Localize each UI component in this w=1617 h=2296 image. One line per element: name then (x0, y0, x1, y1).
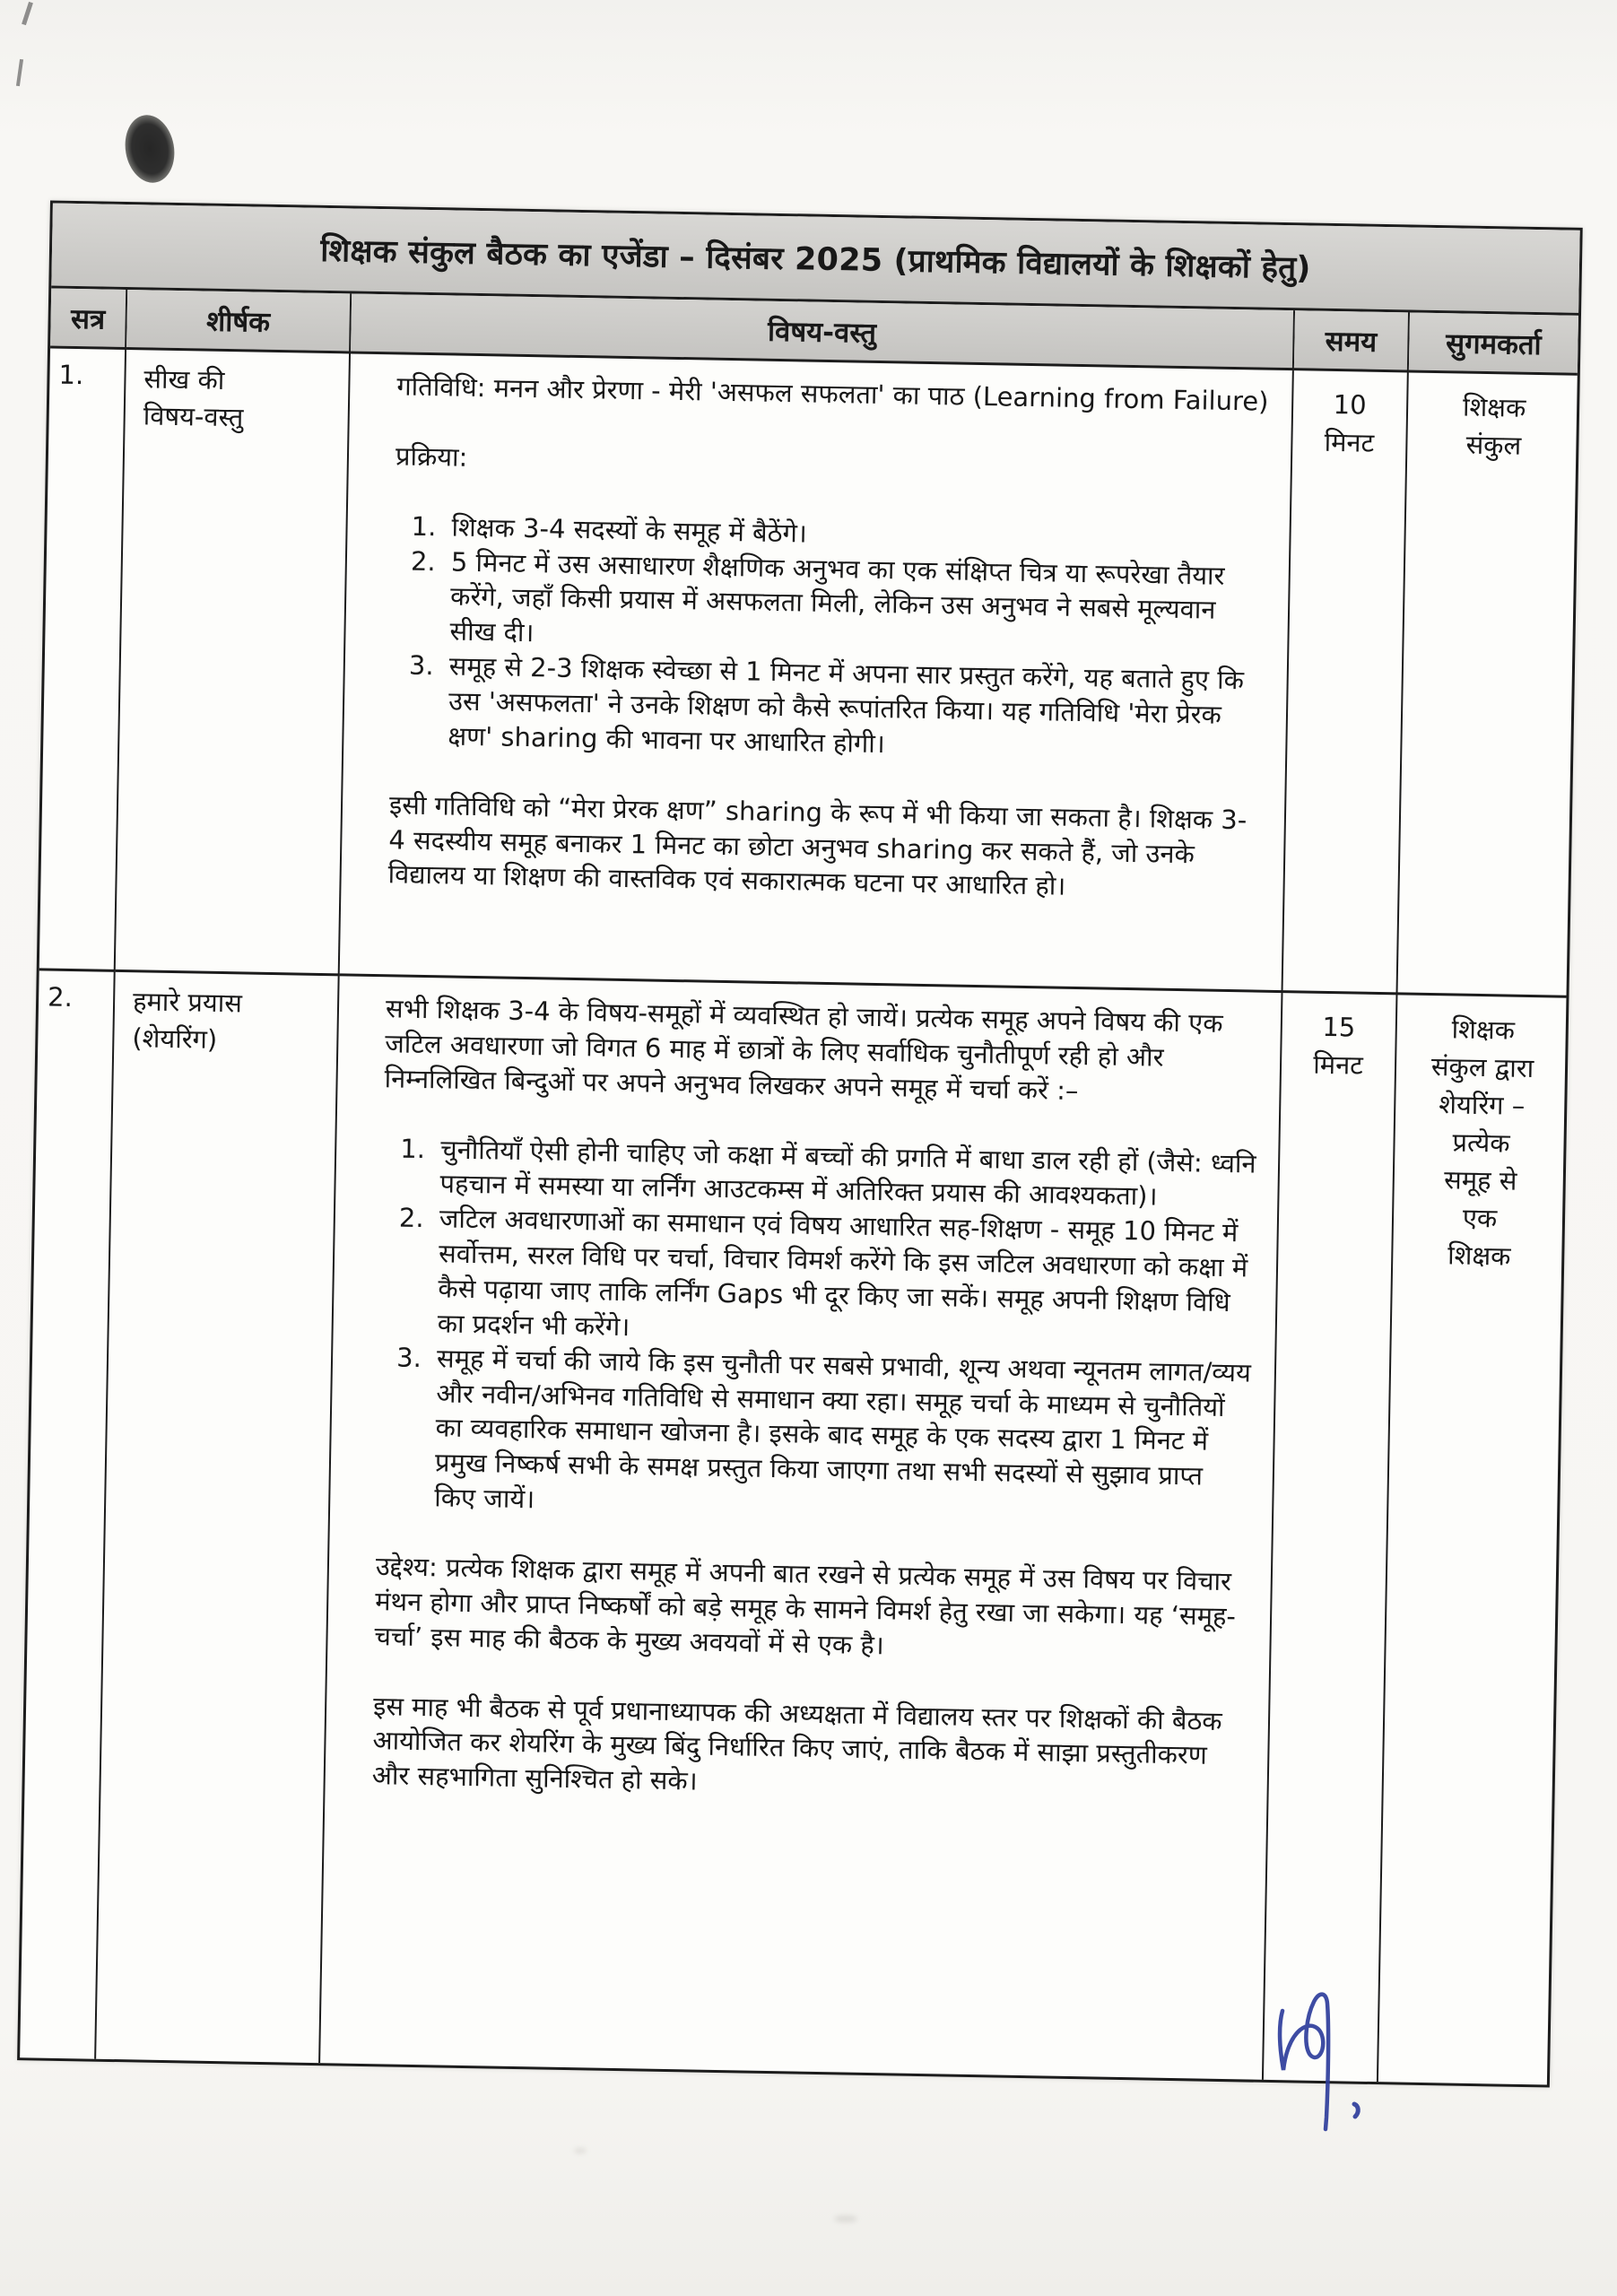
session-time: 15 मिनट (1264, 993, 1398, 2082)
session-time: 10 मिनट (1282, 370, 1408, 995)
scan-smudge (834, 2215, 857, 2222)
activity-note: इस माह भी बैठक से पूर्व प्रधानाध्यापक की अध्यक्षता में विद्यालय स्तर पर शिक्षकों की बैठक आयोजित कर शेयरिंग के मुख्य बिंदु निर्धारित किए जाएं, ताकि बैठक में साझा प्रस्तुतीकरण और सहभागिता सुनिश्चित हो सके। (371, 1690, 1222, 1796)
session-number: 2. (20, 970, 116, 2058)
discussion-point: 1. चुनौतियाँ ऐसी होनी चाहिए जो कक्षा में बच्चों की प्रगति में बाधा डाल रही हों (जैसे: ध्वनि पहचान में समस्या या लर्निंग आउटकम्स में अतिरिक्त प्रयास की आवश्यकता)। (432, 1132, 1256, 1216)
activity-intro: गतिविधि: मनन और प्रेरणा - मेरी 'असफल सफलता' का पाठ (Learning from Failure) (396, 370, 1269, 417)
table-row (20, 970, 1566, 2084)
column-header-facilitator: सुगमकर्ता (1409, 312, 1578, 375)
discussion-point: 2. जटिल अवधारणाओं का समाधान एवं विषय आधारित सह-शिक्षण - समूह 10 मिनट में सर्वोत्तम, सरल विधि पर चर्चा, विचार विमर्श करेंगे कि इस जटिल अवधारणा को कक्षा में कैसे पढ़ाया जाए ताकि लर्निंग Gaps भी दूर किए जा सकें। समूह अपनी शिक्षण विधि का प्रदर्शन भी करेंगे। (430, 1202, 1256, 1356)
process-label: प्रक्रिया: (395, 440, 468, 473)
punch-hole (120, 111, 179, 187)
discussion-point: 3. समूह में चर्चा की जाये कि इस चुनौती पर सबसे प्रभावी, शून्य अथवा न्यूनतम लागत/व्यय और नवीन/अभिनव गतिविधि से समाधान क्या रहा। समूह चर्चा के माध्यम से चुनौतियों का व्यवहारिक समाधान खोजना है। इसके बाद समूह के एक सदस्य द्वारा 1 मिनट में प्रमुख निष्कर्ष सभी के समक्ष प्रस्तुत किया जाएगा तथा सभी सदस्यों से सुझाव प्राप्त किए जायें। (427, 1341, 1253, 1530)
discussion-points (377, 1131, 1256, 1530)
handwritten-signature (1254, 1987, 1406, 2158)
session-facilitator: शिक्षक संकुल द्वारा शेयरिंग – प्रत्येक समूह से एक शिक्षक (1430, 1013, 1534, 1272)
objective-paragraph: उद्देश्य: प्रत्येक शिक्षक द्वारा समूह में अपनी बात रखने से प्रत्येक समूह में उस विषय पर विचार मंथन होगा और प्राप्त निष्कर्षों को बड़े समूह के सामने विमर्श हेतु रखा जा सकेगा। यह ‘समूह-चर्चा’ इस माह की बैठक के मुख्य अवयवों में से एक है। (374, 1551, 1237, 1661)
table-row (39, 348, 1578, 997)
session-title: हमारे प्रयास (शेयरिंग) (96, 972, 340, 2063)
process-step: 2. 5 मिनट में उस असाधारण शैक्षणिक अनुभव का एक संक्षिप्त चित्र या रूपरेखा तैयार करेंगे, जहाँ किसी प्रयास में असफलता मिली, लेकिन उस अनुभव ने सबसे मूल्यवान सीख दी। (442, 544, 1267, 664)
session-number: 1. (39, 348, 126, 971)
activity-intro: सभी शिक्षक 3-4 के विषय-समूहों में व्यवस्थित हो जायें। प्रत्येक समूह अपने विषय की एक जटिल अवधारणा जो विगत 6 माह में छात्रों के लिए सर्वाधिक चुनौतीपूर्ण रही हो और निम्नलिखित बिन्दुओं पर अपने अनुभव लिखकर अपने समूह में चर्चा करें :– (384, 993, 1223, 1106)
page-title: शिक्षक संकुल बैठक का एजेंडा – दिसंबर 2025 (प्राथमिक विद्यालयों के शिक्षकों हेतु) (51, 204, 1579, 316)
process-step: 1. शिक्षक 3-4 सदस्यों के समूह में बैठेंगे। (444, 509, 1268, 559)
activity-note: इसी गतिविधि को “मेरा प्रेरक क्षण” sharing के रूप में भी किया जा सकता है। शिक्षक 3-4 सदस्यीय समूह बनाकर 1 मिनट का छोटा अनुभव sharing कर सकते हैं, जो उनके विद्यालय या शिक्षण की वास्तविक एवं सकारात्मक घटना पर आधारित हो। (387, 789, 1248, 902)
column-header-session: सत्र (50, 289, 127, 351)
pen-mark (22, 2, 33, 25)
column-header-title: शीर्षक (126, 290, 352, 353)
column-header-content: विषय-वस्तु (351, 293, 1295, 370)
process-step: 3. समूह से 2-3 शिक्षक स्वेच्छा से 1 मिनट में अपना सार प्रस्तुत करेंगे, यह बताते हुए कि उस 'असफलता' ने उनके शिक्षण को कैसे रूपांतरित किया। यह गतिविधि 'मेरा प्रेरक क्षण' sharing की भावना पर आधारित होगी। (440, 648, 1265, 768)
process-steps (390, 509, 1268, 768)
session-content (340, 353, 1294, 993)
session-facilitator: शिक्षक संकुल (1397, 372, 1577, 997)
scan-smudge (574, 2148, 587, 2153)
session-title: सीख की विषय-वस्तु (116, 350, 351, 976)
agenda-table (17, 200, 1583, 2087)
session-content (320, 976, 1282, 2080)
pen-mark (16, 59, 23, 86)
column-header-time: समय (1294, 310, 1410, 372)
